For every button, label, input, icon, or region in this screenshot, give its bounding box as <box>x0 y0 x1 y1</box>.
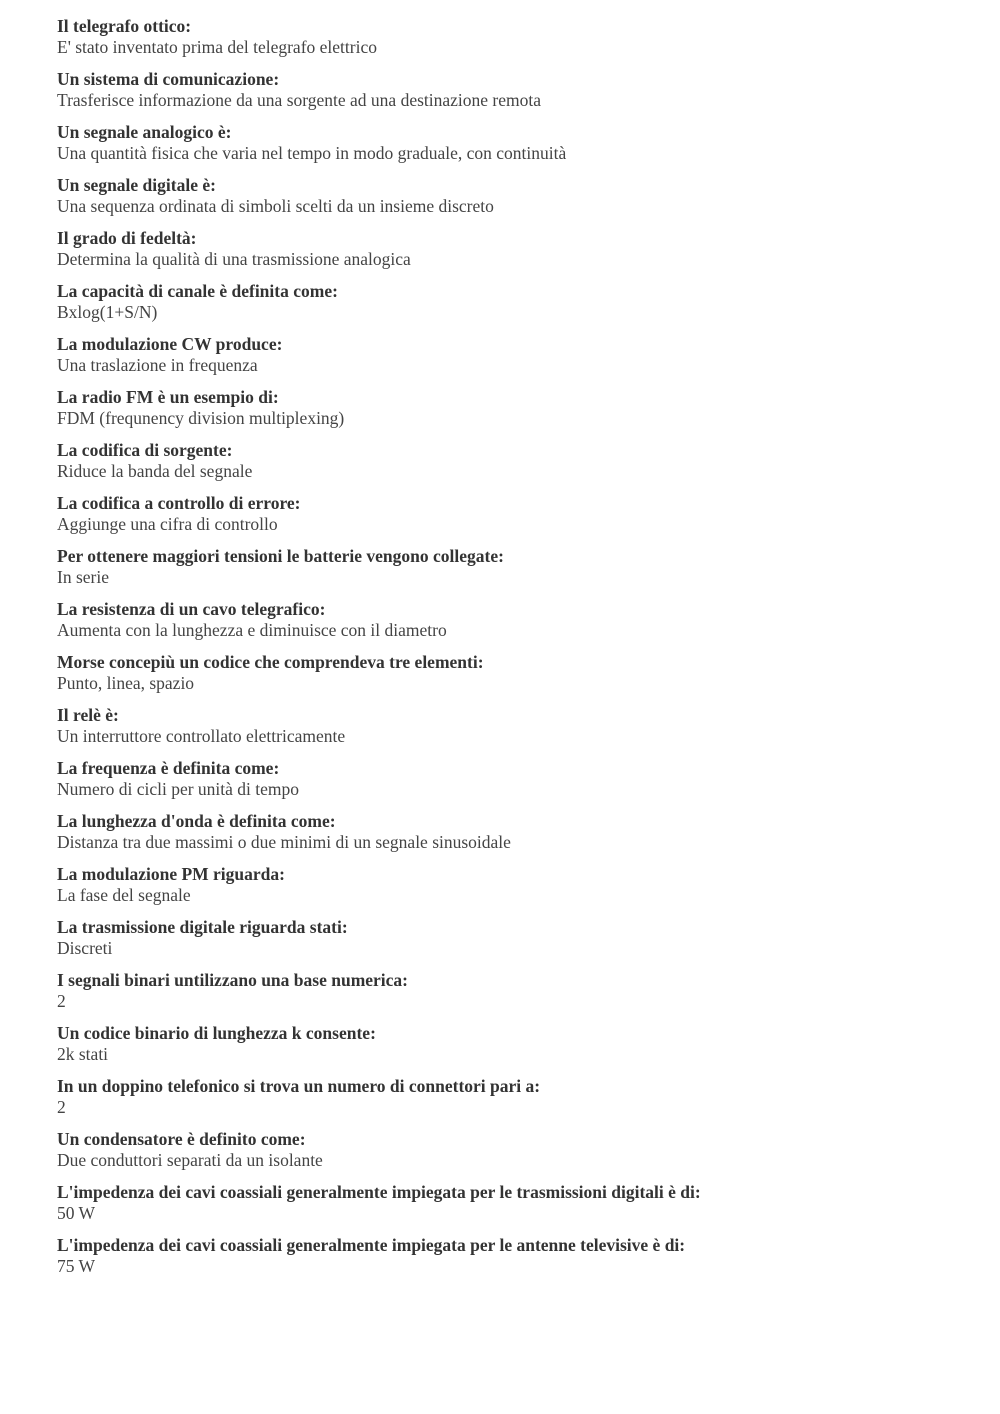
question-text: Un segnale analogico è: <box>57 122 232 142</box>
qa-list <box>57 16 1000 1288</box>
qa-item <box>57 970 1000 1023</box>
question-text: Il grado di fedeltà: <box>57 228 197 248</box>
answer-text: FDM (frequnency division multiplexing) <box>57 408 345 428</box>
question-text: La lunghezza d'onda è definita come: <box>57 811 336 831</box>
answer-text: Una traslazione in frequenza <box>57 355 258 375</box>
answer-text: 50 W <box>57 1203 96 1223</box>
answer-text: Numero di cicli per unità di tempo <box>57 779 300 799</box>
question-text: La trasmissione digitale riguarda stati: <box>57 917 348 937</box>
question-text: La codifica a controllo di errore: <box>57 493 301 513</box>
answer-text: 2 <box>57 1097 66 1117</box>
question-text: La capacità di canale è definita come: <box>57 281 338 301</box>
answer-text: La fase del segnale <box>57 885 191 905</box>
question-text: In un doppino telefonico si trova un numero di connettori pari a: <box>57 1076 541 1096</box>
qa-item <box>57 917 1000 970</box>
question-text: Un sistema di comunicazione: <box>57 69 280 89</box>
question-text: Un condensatore è definito come: <box>57 1129 306 1149</box>
question-text: La resistenza di un cavo telegrafico: <box>57 599 326 619</box>
qa-item <box>57 334 1000 387</box>
answer-text: Due conduttori separati da un isolante <box>57 1150 323 1170</box>
answer-text: 2 <box>57 991 66 1011</box>
qa-item <box>57 705 1000 758</box>
qa-item <box>57 1076 1000 1129</box>
answer-text: Un interruttore controllato elettricamente <box>57 726 346 746</box>
question-text: La modulazione CW produce: <box>57 334 283 354</box>
question-text: Un codice binario di lunghezza k consente: <box>57 1023 376 1043</box>
qa-item <box>57 546 1000 599</box>
question-text: La codifica di sorgente: <box>57 440 233 460</box>
qa-item <box>57 493 1000 546</box>
answer-text: 75 W <box>57 1256 96 1276</box>
qa-item <box>57 387 1000 440</box>
question-text: Per ottenere maggiori tensioni le batterie vengono collegate: <box>57 546 504 566</box>
qa-item <box>57 69 1000 122</box>
qa-item <box>57 864 1000 917</box>
answer-text: Punto, linea, spazio <box>57 673 195 693</box>
answer-text: Determina la qualità di una trasmissione analogica <box>57 249 411 269</box>
question-text: L'impedenza dei cavi coassiali generalmente impiegata per le antenne televisive è di: <box>57 1235 686 1255</box>
answer-text: In serie <box>57 567 109 587</box>
answer-text: Aumenta con la lunghezza e diminuisce con il diametro <box>57 620 447 640</box>
qa-item <box>57 122 1000 175</box>
qa-item <box>57 599 1000 652</box>
qa-item <box>57 1182 1000 1235</box>
question-text: Il telegrafo ottico: <box>57 16 192 36</box>
qa-item <box>57 758 1000 811</box>
answer-text: Aggiunge una cifra di controllo <box>57 514 278 534</box>
answer-text: 2k stati <box>57 1044 109 1064</box>
qa-item <box>57 175 1000 228</box>
qa-item <box>57 228 1000 281</box>
qa-item <box>57 281 1000 334</box>
question-text: Morse concepiù un codice che comprendeva tre elementi: <box>57 652 484 672</box>
answer-text: Discreti <box>57 938 113 958</box>
qa-item <box>57 440 1000 493</box>
question-text: Il relè è: <box>57 705 119 725</box>
question-text: La modulazione PM riguarda: <box>57 864 285 884</box>
qa-item <box>57 1129 1000 1182</box>
answer-text: Distanza tra due massimi o due minimi di un segnale sinusoidale <box>57 832 511 852</box>
question-text: I segnali binari untilizzano una base numerica: <box>57 970 409 990</box>
qa-item <box>57 16 1000 69</box>
question-text: L'impedenza dei cavi coassiali generalmente impiegata per le trasmissioni digitali è di: <box>57 1182 701 1202</box>
qa-item <box>57 652 1000 705</box>
qa-item <box>57 1023 1000 1076</box>
answer-text: E' stato inventato prima del telegrafo elettrico <box>57 37 377 57</box>
answer-text: Una quantità fisica che varia nel tempo in modo graduale, con continuità <box>57 143 567 163</box>
answer-text: Una sequenza ordinata di simboli scelti da un insieme discreto <box>57 196 494 216</box>
question-text: Un segnale digitale è: <box>57 175 216 195</box>
question-text: La radio FM è un esempio di: <box>57 387 279 407</box>
qa-item <box>57 1235 1000 1288</box>
qa-item <box>57 811 1000 864</box>
answer-text: Bxlog(1+S/N) <box>57 302 158 322</box>
answer-text: Trasferisce informazione da una sorgente ad una destinazione remota <box>57 90 541 110</box>
question-text: La frequenza è definita come: <box>57 758 280 778</box>
answer-text: Riduce la banda del segnale <box>57 461 253 481</box>
